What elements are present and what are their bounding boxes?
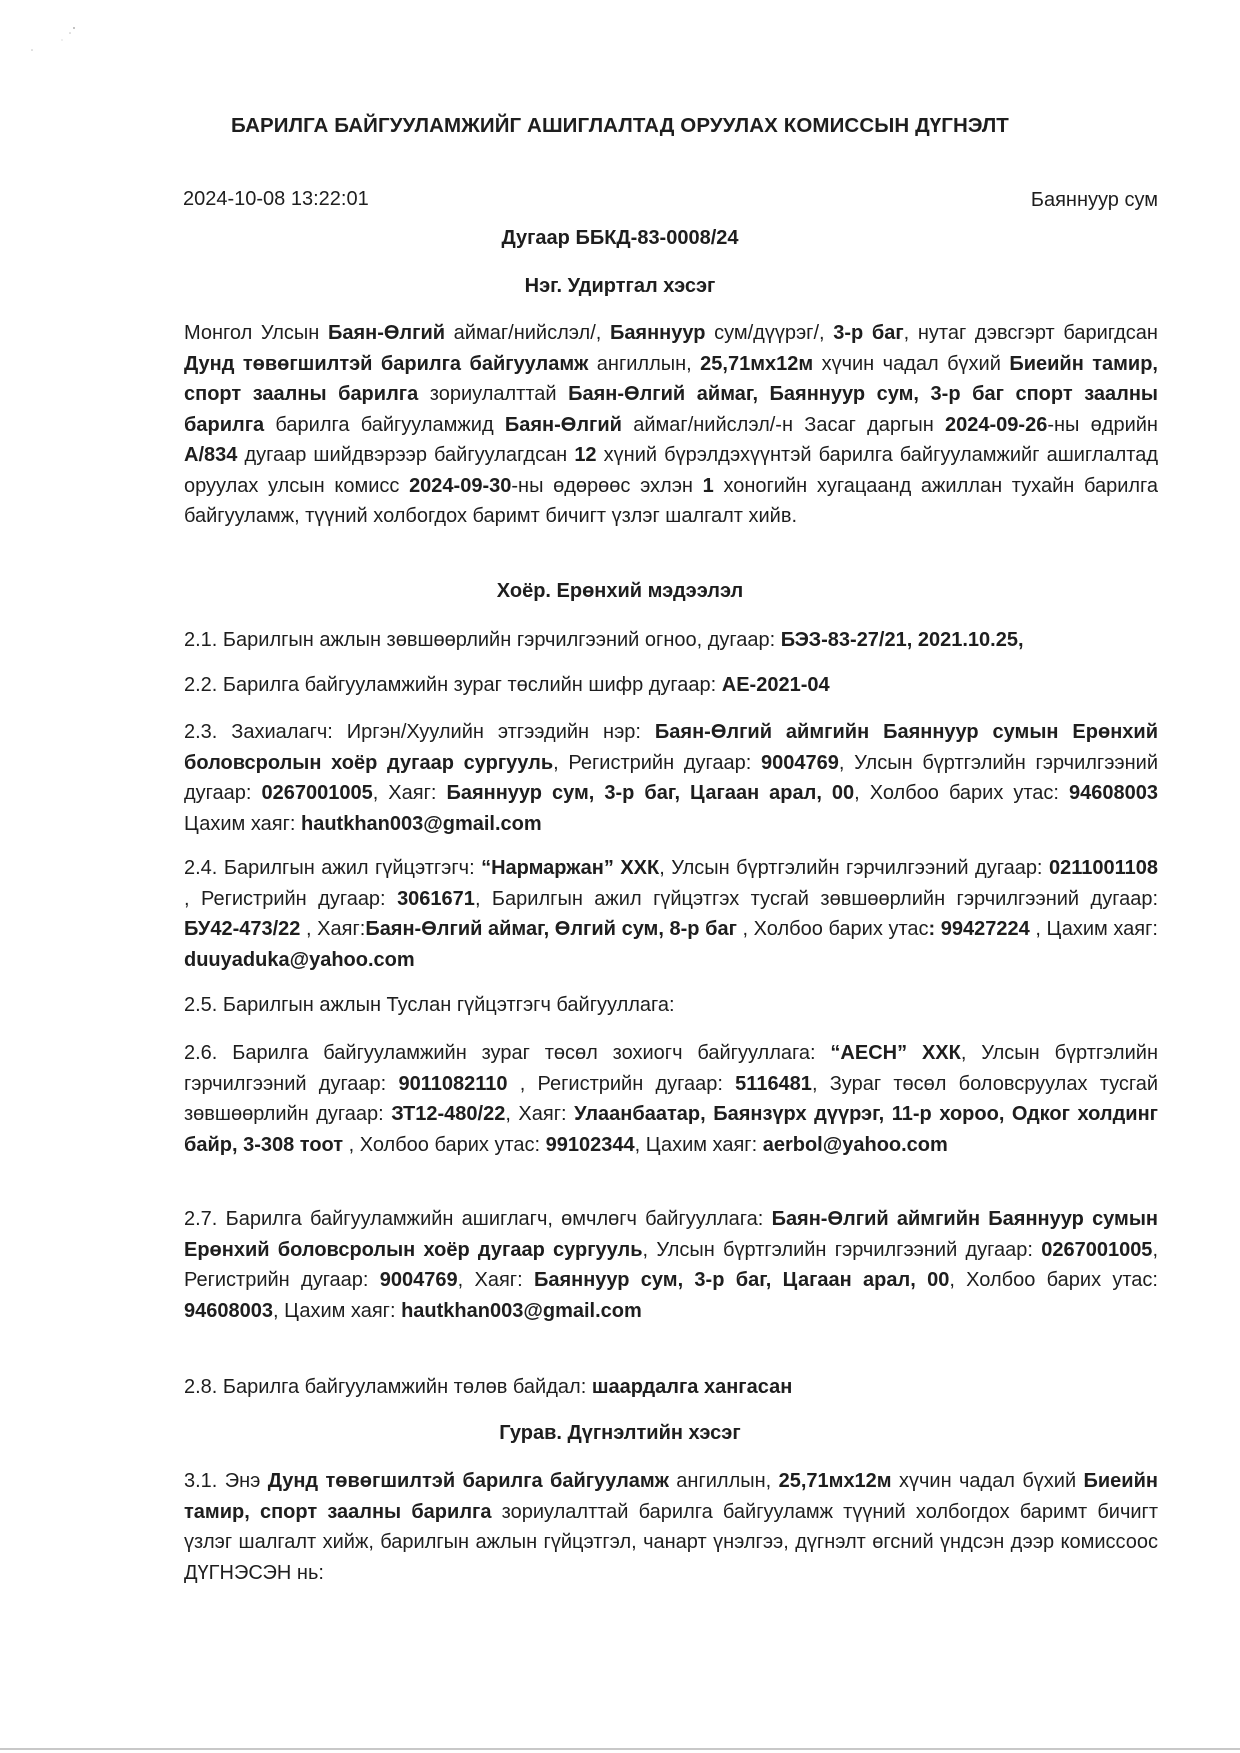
bold-text-run: Баяннуур сум, 3-р баг, Цагаан арал, 00 <box>533 1269 950 1291</box>
text-run: , Зураг төсөл боловсруулах тусгай зөвшөөрлийн дугаар: <box>184 1072 1159 1125</box>
paragraph-intro <box>184 318 1158 532</box>
bold-text-run: Биеийн тамир, спорт заалны барилга <box>184 1470 1158 1523</box>
text-run: , Цахим хаяг: <box>634 1133 763 1156</box>
text-run: ангиллын, <box>588 352 701 375</box>
bold-text-run: Баян-Өлгий аймаг, Өлгий сум, 8-р баг <box>365 918 737 940</box>
text-run: дугаар шийдвэрээр байгуулагдсан <box>237 444 575 466</box>
text-run: Монгол Улсын <box>184 322 328 344</box>
bold-text-run: 9011082110 <box>398 1072 508 1095</box>
text-run: 2.1. Барилгын ажлын зөвшөөрлийн гэрчилгээний огноо, дугаар: <box>184 629 781 651</box>
bold-text-run: Дунд төвөгшилтэй барилга байгууламж <box>184 352 589 375</box>
bold-text-run: 25,71мх12м <box>778 1470 892 1492</box>
bold-text-run: : 99427224 <box>928 918 1030 940</box>
text-run: хүчин чадал бүхий <box>891 1470 1084 1492</box>
text-run: хүний бүрэлдэхүүнтэй барилга байгууламжийг ашиглалтад оруулах улсын комисс <box>184 444 1158 497</box>
text-run: , Хаяг: <box>372 782 447 804</box>
paragraph-2-2 <box>184 670 1158 701</box>
bold-text-run: 12 <box>574 444 597 466</box>
bold-text-run: 0211001108 <box>1048 857 1158 879</box>
paragraph-2-4 <box>184 853 1158 975</box>
text-run: Цахим хаяг: <box>184 812 301 835</box>
text-run: , Холбоо барих утас <box>736 918 929 940</box>
bold-text-run: Баян-Өлгий аймаг, Баяннуур сум, 3-р баг спорт заалны барилга <box>184 383 1159 436</box>
section-heading-3: Гурав. Дүгнэлтийн хэсэг <box>499 1422 741 1444</box>
scan-speck <box>24 18 84 58</box>
text-run: , Улсын бүртгэлийн гэрчилгээний дугаар: <box>642 1238 1042 1261</box>
bold-text-run: ЗТ12-480/22 <box>391 1103 506 1125</box>
text-run: 2.8. Барилга байгууламжийн төлөв байдал: <box>184 1376 592 1398</box>
bold-text-run: 99102344 <box>545 1133 635 1156</box>
section-heading-2: Хоёр. Ерөнхий мэдээлэл <box>496 580 744 602</box>
bold-text-run: AE-2021-04 <box>721 674 830 696</box>
bold-text-run: “Нармаржан” ХХК <box>481 857 660 879</box>
bold-text-run: duuyaduka@yahoo.com <box>184 948 415 971</box>
bold-text-run: aerbol@yahoo.com <box>762 1133 948 1156</box>
bold-text-run: 9004769 <box>379 1269 458 1291</box>
text-run: , Барилгын ажил гүйцэтгэх тусгай зөвшөөрлийн гэрчилгээний дугаар: <box>474 887 1158 910</box>
bold-text-run: БЭЗ-83-27/21, 2021.10.25, <box>780 629 1024 651</box>
bold-text-run: Биеийн тамир, спорт заалны барилга <box>184 352 1158 405</box>
bold-text-run: 5116481 <box>735 1072 812 1095</box>
scan-bottom-edge <box>0 1748 1240 1750</box>
text-run: , Цахим хаяг: <box>272 1299 402 1322</box>
text-run: , Хаяг: <box>300 918 366 940</box>
bold-text-run: Баян-Өлгий <box>327 322 446 344</box>
text-run: 3.1. Энэ <box>184 1470 268 1492</box>
bold-text-run: hautkhan003@gmail.com <box>300 812 542 835</box>
text-run: -ны өдөрөөс эхлэн <box>511 474 703 497</box>
text-run: 2.6. Барилга байгууламжийн зураг төсөл зохиогч байгууллага: <box>184 1042 831 1064</box>
text-run: , Регистрийн дугаар: <box>553 751 762 774</box>
text-run: , Регистрийн дугаар: <box>507 1072 736 1095</box>
text-run: зориулалттай барилга байгууламж түүний холбогдох баримт бичигт үзлэг шалгалт хийж, барилгын ажлын гүйцэтгэл, чанарт үнэлгээ, дүгнэлт өгсний үндсэн дээр комиссоос ДҮГНЭСЭН нь: <box>184 1500 1158 1584</box>
text-run: аймаг/нийслэл/, <box>445 322 610 344</box>
bold-text-run: А/834 <box>184 444 238 466</box>
text-run: , Хаяг: <box>457 1269 534 1291</box>
bold-text-run: “AECH” ХХК <box>830 1042 961 1064</box>
bold-text-run: Баяннуур сум, 3-р баг, Цагаан арал, 00 <box>446 782 855 804</box>
text-run: , Цахим хаяг: <box>1029 918 1158 940</box>
bold-text-run: 3061671 <box>397 887 475 910</box>
text-run: ангиллын, <box>668 1470 779 1492</box>
text-run: , Холбоо барих утас: <box>343 1133 546 1156</box>
text-run: , Улсын бүртгэлийн гэрчилгээний дугаар: <box>184 751 1158 804</box>
paragraph-2-5 <box>184 990 1158 1021</box>
bold-text-run: 0267001005 <box>1041 1238 1153 1261</box>
bold-text-run: 94608003 <box>184 1299 273 1322</box>
document-datetime: 2024-10-08 13:22:01 <box>183 188 369 210</box>
bold-text-run: Улаанбаатар, Баянзүрх дүүрэг, 11-р хороо, Одког холдинг байр, 3-308 тоот <box>184 1103 1158 1156</box>
document-number: Дугаар ББКД-83-0008/24 <box>501 227 739 249</box>
text-run: 2.5. Барилгын ажлын Туслан гүйцэтгэгч байгууллага: <box>184 994 675 1016</box>
bold-text-run: Баян-Өлгий <box>504 413 622 436</box>
paragraph-3-1 <box>184 1466 1158 1588</box>
document-place: Баяннуур сум <box>1030 189 1158 211</box>
bold-text-run: 1 <box>702 474 714 497</box>
bold-text-run: Дунд төвөгшилтэй барилга байгууламж <box>267 1470 669 1492</box>
text-run: -ны өдрийн <box>1047 413 1158 436</box>
text-run: 2.2. Барилга байгууламжийн зураг төслийн шифр дугаар: <box>184 674 722 696</box>
text-run: , Улсын бүртгэлийн гэрчилгээний дугаар: <box>659 857 1049 879</box>
bold-text-run: Баян-Өлгий аймгийн Баяннуур сумын Ерөнхий боловсролын хоёр дугаар сургууль <box>184 1208 1159 1261</box>
text-run: сум/дүүрэг/, <box>705 322 834 344</box>
text-run: хүчин чадал бүхий <box>813 352 1010 375</box>
text-run: , Регистрийн дугаар: <box>184 887 398 910</box>
text-run: , Улсын бүртгэлийн гэрчилгээний дугаар: <box>184 1042 1158 1095</box>
paragraph-2-1 <box>184 625 1158 656</box>
text-run: 2.3. Захиалагч: Иргэн/Хуулийн этгээдийн нэр: <box>184 721 655 743</box>
bold-text-run: 2024-09-26 <box>945 413 1048 436</box>
text-run: аймаг/нийслэл/-н Засаг даргын <box>621 413 946 436</box>
bold-text-run: 9004769 <box>761 751 839 774</box>
text-run: , Регистрийн дугаар: <box>184 1238 1158 1291</box>
text-run: , Холбоо барих утас: <box>854 782 1070 804</box>
bold-text-run: 94608003 <box>1069 782 1158 804</box>
text-run: , Холбоо барих утас: <box>949 1269 1158 1291</box>
paragraph-2-8 <box>184 1372 1158 1403</box>
text-run: барилга байгууламжид <box>264 413 505 436</box>
text-run: зориулалттай <box>418 383 569 405</box>
paragraph-2-7 <box>184 1204 1158 1326</box>
section-heading-1: Нэг. Удиртгал хэсэг <box>524 275 716 297</box>
bold-text-run: hautkhan003@gmail.com <box>401 1299 642 1322</box>
bold-text-run: Баян-Өлгий аймгийн Баяннуур сумын Ерөнхий боловсролын хоёр дугаар сургууль <box>184 721 1158 774</box>
paragraph-2-3 <box>184 717 1158 839</box>
bold-text-run: 3-р баг <box>833 322 904 344</box>
text-run: 2.7. Барилга байгууламжийн ашиглагч, өмчлөгч байгууллага: <box>184 1208 772 1230</box>
text-run: хоногийн хугацаанд ажиллан тухайн барилга байгууламж, түүний холбогдох баримт бичигт үзлэг шалгалт хийв. <box>184 474 1159 527</box>
paragraph-2-6 <box>184 1038 1158 1160</box>
bold-text-run: БУ42-473/22 <box>184 918 301 940</box>
bold-text-run: 25,71мх12м <box>700 352 814 375</box>
text-run: 2.4. Барилгын ажил гүйцэтгэгч: <box>184 857 482 879</box>
text-run: , нутаг дэвсгэрт баригдсан <box>903 322 1158 344</box>
bold-text-run: Баяннуур <box>609 322 706 344</box>
bold-text-run: 0267001005 <box>261 782 373 804</box>
bold-text-run: 2024-09-30 <box>409 474 512 497</box>
bold-text-run: шаардалга хангасан <box>591 1376 793 1398</box>
document-title: БАРИЛГА БАЙГУУЛАМЖИЙГ АШИГЛАЛТАД ОРУУЛАХ КОМИССЫН ДҮГНЭЛТ <box>231 114 1009 137</box>
text-run: , Хаяг: <box>505 1103 575 1125</box>
